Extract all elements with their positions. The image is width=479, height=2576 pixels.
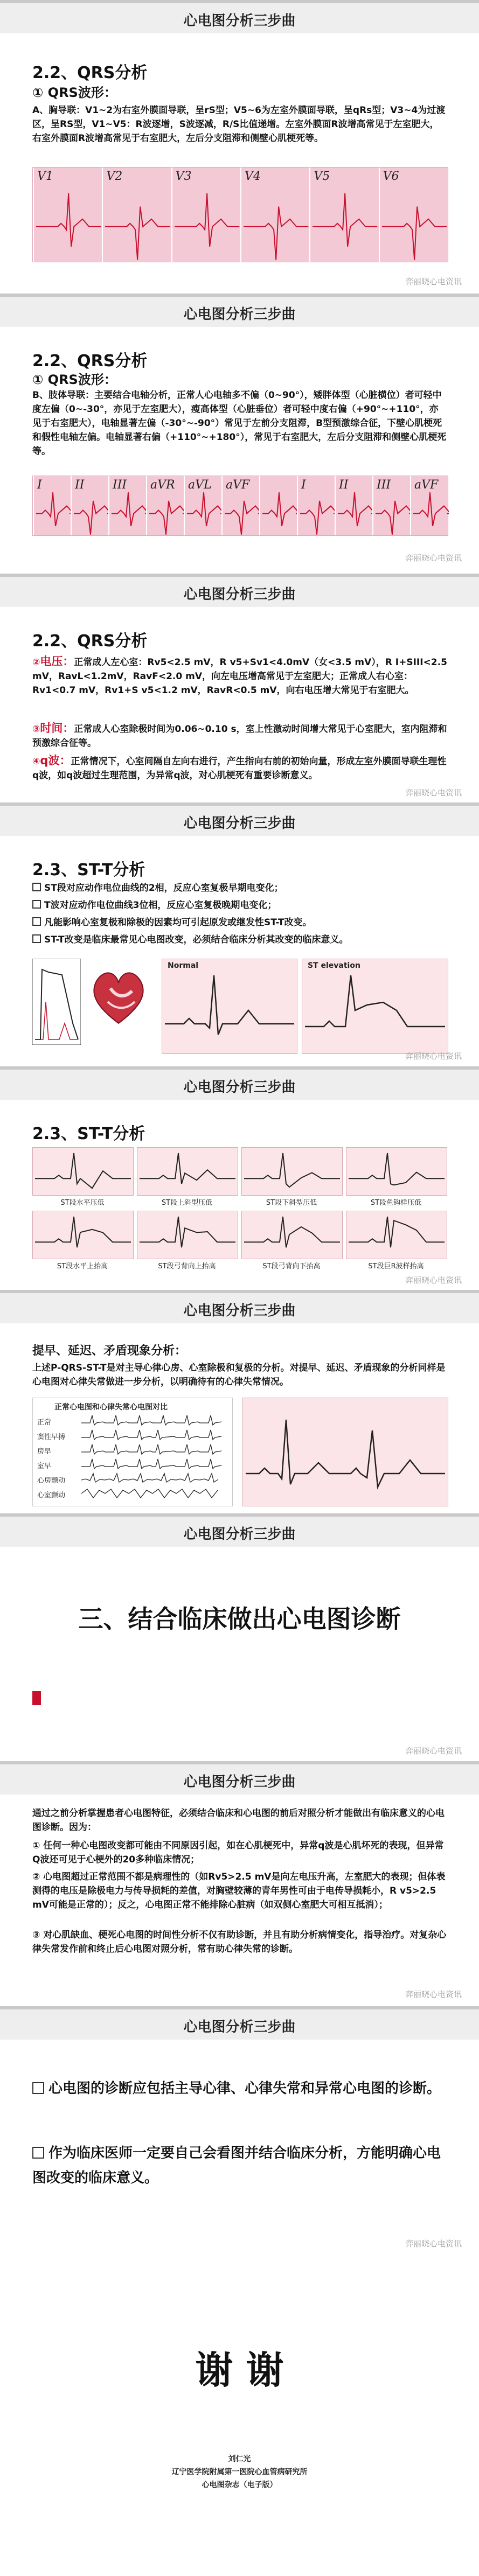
- st-pattern-caption: ST段鱼钩样压低: [370, 1199, 422, 1207]
- panel-title: ST elevation: [308, 961, 360, 970]
- lead-label: III: [113, 478, 127, 492]
- ecg-trace: [105, 207, 170, 260]
- limb-lead-text: B、肢体导联：主要结合电轴分析，正常人心电轴多不偏（0~90°），矮胖体型（心脏横位）者可轻中度左偏（0~-30°，亦见于左室肥大），瘦高体型（心脏垂位）者可轻中度右偏（+90°~+110°，亦见于右室肥大），电轴显著左偏（-30°~-90°）常见于左前分支阻滞，B型预激综合征，下壁心肌梗死和假性电轴左偏。电轴显著右偏（+110°~+180°），常见于右室肥大，左后分支阻滞和侧壁心肌梗死等。: [32, 390, 447, 457]
- section-heading: 三、结合临床做出心电图诊断: [78, 1604, 401, 1633]
- ecg-trace: [175, 193, 239, 247]
- duration-item: [32, 721, 447, 750]
- watermark: 弈丽晓心电资讯: [405, 2239, 462, 2249]
- ecg-trace: [413, 492, 449, 526]
- lead-cell: [372, 476, 411, 535]
- rhythm-trace: [81, 1472, 227, 1485]
- header-title: 心电图分析三步曲: [183, 1526, 296, 1542]
- rhythm-trace: [81, 1414, 227, 1427]
- lead-label: V3: [175, 170, 192, 183]
- arrhythmia-trace: [243, 1398, 448, 1506]
- action-potential-diagram: [32, 959, 81, 1045]
- slide-qrs-limb: [0, 294, 479, 574]
- section-title: 2.3、ST-T分析: [32, 861, 145, 879]
- item-head: q波：: [40, 754, 71, 767]
- clinical-item-3: ③ 对心肌缺血、梗死心电图的时间性分析不仅有助诊断，并且有助分析病情变化，指导治疗。对复杂心律失常发作前和终止后心电图对照分析，常有助心律失常的诊断。: [32, 1930, 447, 1954]
- header-bar: [0, 574, 479, 577]
- st-pattern-caption: ST段弓背向上抬高: [158, 1262, 216, 1270]
- item-number: ④: [32, 756, 40, 767]
- lead-trace: [310, 167, 379, 263]
- st-pattern-panel: [137, 1147, 238, 1196]
- st-pattern-caption: ST段水平压低: [60, 1199, 105, 1207]
- lead-trace: [223, 476, 260, 536]
- lead-trace: [241, 167, 310, 263]
- ecg-trace: [81, 1489, 218, 1498]
- rhythm-label: 心室颤动: [37, 1491, 66, 1499]
- lead-trace: [336, 476, 373, 536]
- checkbox-icon: [32, 900, 41, 909]
- accent-bar: [32, 1691, 41, 1705]
- header-band: [0, 0, 479, 33]
- ecg-trace: [376, 501, 411, 535]
- header-bar: [0, 294, 479, 297]
- rhythm-label: 室早: [37, 1462, 52, 1470]
- header-band: [0, 574, 479, 607]
- slide-qrs-chest: [0, 0, 479, 294]
- st-pattern-caption: ST段巨R波样抬高: [368, 1262, 424, 1270]
- lead-label: V4: [245, 170, 261, 183]
- header-band: [0, 1761, 479, 1795]
- stt-bullet-3: [32, 916, 458, 930]
- st-pattern-svg: [137, 1148, 238, 1195]
- stt-bullet-2: [32, 898, 458, 912]
- lead-trace: [185, 476, 223, 536]
- st-pattern-caption: ST段水平上抬高: [57, 1262, 108, 1270]
- ecg-trace: [140, 1217, 235, 1247]
- st-pattern-caption: ST段上斜型压低: [161, 1199, 213, 1207]
- normal-ecg-trace: [162, 959, 297, 1053]
- st-pattern-panel: [241, 1147, 343, 1196]
- slide-section-three: [0, 1513, 479, 1762]
- slide-clinical: [0, 1761, 479, 2007]
- lead-label: I: [37, 478, 42, 492]
- st-pattern-svg: [346, 1148, 447, 1195]
- lead-cell: [240, 167, 310, 262]
- lead-cell: [410, 476, 449, 535]
- st-elevation-trace: [302, 959, 448, 1053]
- header-title: 心电图分析三步曲: [183, 1079, 296, 1095]
- subsection-title: ① QRS波形：: [32, 85, 117, 100]
- lead-cell: [33, 476, 72, 535]
- st-pattern-svg: [33, 1211, 133, 1259]
- lead-cell: [71, 476, 109, 535]
- st-pattern-panel: [346, 1211, 447, 1259]
- lead-label: aVF: [226, 478, 250, 492]
- header-bar: [0, 1761, 479, 1764]
- section-title: 提早、延迟、矛盾现象分析：: [32, 1344, 187, 1358]
- ecg-trace: [244, 1153, 340, 1187]
- lead-cell: [335, 476, 373, 535]
- st-pattern-caption: ST段弓背向下抬高: [262, 1262, 321, 1270]
- lead-cell: [146, 476, 185, 535]
- normal-ecg-panel: [162, 959, 297, 1054]
- st-pattern-panel: [241, 1211, 343, 1259]
- st-pattern-svg: [346, 1211, 447, 1259]
- item-head: 时间：: [40, 722, 74, 735]
- stt-bullet-4: [32, 933, 458, 947]
- checkbox-icon: [32, 2147, 44, 2159]
- header-bar: [0, 802, 479, 806]
- rhythm-label: 窦性早搏: [37, 1433, 66, 1441]
- lead-trace: [147, 476, 185, 536]
- st-pattern-panel: [32, 1211, 134, 1259]
- ecg-trace: [300, 501, 336, 535]
- lead-trace: [411, 476, 449, 536]
- header-title: 心电图分析三步曲: [183, 815, 296, 832]
- arrhythmia-ecg-sample: [242, 1398, 448, 1506]
- conclusion-text: 作为临床医师一定要自己会看图并结合临床分析，方能明确心电图改变的临床意义。: [32, 2145, 441, 2186]
- clinical-item-1: ① 任何一种心电图改变都可能由不同原因引起，如在心肌梗死中，异常q波是心肌坏死的表现，但异常Q波还可见于心梗外的20多种临床情况；: [32, 1840, 444, 1865]
- watermark: 弈丽晓心电资讯: [405, 1989, 462, 1999]
- clinical-intro: 通过之前分析掌握患者心电图特征，必须结合临床和心电图的前后对照分析才能做出有临床意义的心电图诊断。因为：: [32, 1808, 445, 1833]
- chest-lead-text: A、胸导联：V1~2为右室外膜面导联，呈rS型；V5~6为左室外膜面导联，呈qRs型；V3~4为过渡区，呈RS型，V1~V5：R波逐增，S波逐减，R/S比值递增。左室外膜面R波增高常见于左室肥大，右室外膜面R波增高常见于右室肥大，左后分支阻滞和侧壁心肌梗死等。: [32, 105, 446, 144]
- item-head: 电压：: [40, 655, 74, 668]
- lead-trace: [298, 476, 336, 536]
- author-org: 辽宁医学院附属第一医院心血管病研究所: [171, 2468, 308, 2476]
- checkbox-icon: [32, 2082, 44, 2094]
- conclusion-text: 心电图的诊断应包括主导心律、心律失常和异常心电图的诊断。: [48, 2081, 441, 2097]
- bullet-text: ST-T改变是临床最常见心电图改变，必须结合临床分析其改变的临床意义。: [44, 934, 349, 945]
- ecg-trace: [349, 1217, 445, 1247]
- q-wave-item: [32, 753, 447, 783]
- st-pattern-svg: [137, 1211, 238, 1259]
- ecg-trace: [35, 1153, 131, 1188]
- lead-cell: [171, 167, 241, 262]
- slide-stt-patterns: [0, 1066, 479, 1290]
- slide-conclusion: [0, 2006, 479, 2254]
- ecg-trace: [244, 207, 308, 260]
- conclusion-item-1: [32, 2076, 453, 2101]
- st-pattern-panel: [346, 1147, 447, 1196]
- lead-trace: [34, 167, 103, 263]
- item-text: 正常情况下，心室间隔自左向右进行，产生指向右前的初始向量，形成左室外膜面导联生理性q波，如q波超过生理范围，为异常q波，对心肌梗死有重要诊断意义。: [32, 756, 447, 781]
- rhythm-trace: [81, 1458, 227, 1471]
- header-bar: [0, 1513, 479, 1517]
- header-band: [0, 1290, 479, 1323]
- lead-label: V1: [37, 170, 53, 183]
- section-title: 2.2、QRS分析: [32, 352, 148, 371]
- author-name: 刘仁光: [228, 2455, 251, 2463]
- rhythm-trace: [81, 1443, 227, 1456]
- subsection-title: ① QRS波形：: [32, 372, 117, 387]
- header-title: 心电图分析三步曲: [183, 1303, 296, 1319]
- watermark: 弈丽晓心电资讯: [405, 277, 462, 287]
- header-band: [0, 294, 479, 327]
- lead-trace: [103, 167, 172, 263]
- checkbox-icon: [32, 917, 41, 926]
- ecg-trace: [81, 1459, 221, 1469]
- header-bar: [0, 1290, 479, 1293]
- lead-cell: [33, 167, 103, 262]
- watermark: 弈丽晓心电资讯: [405, 1275, 462, 1285]
- lead-trace: [72, 476, 109, 536]
- st-pattern-svg: [242, 1148, 342, 1195]
- arrhythmia-text: 上述P-QRS-ST-T是对主导心律心房、心室除极和复极的分析。对提早、延迟、矛盾现象的分析同样是心电图对心律失常做进一步分析，以明确待有的心律失常情况。: [32, 1363, 446, 1387]
- watermark: 弈丽晓心电资讯: [405, 1746, 462, 1756]
- lead-label: II: [75, 478, 85, 492]
- st-pattern-panel: [32, 1147, 134, 1196]
- header-band: [0, 1513, 479, 1547]
- lead-cell: [184, 476, 223, 535]
- voltage-item: [32, 654, 447, 697]
- lead-label: aVR: [150, 478, 175, 492]
- journal-name: 心电图杂志（电子版）: [202, 2481, 277, 2489]
- item-text: 正常成人左心室：Rv5<2.5 mV，R v5+Sv1<4.0mV（女<3.5 mV），R I+SIII<2.5 mV，RavL<1.2mV，RavF<2.0 mV，向左电压增高常见于左室肥大；正常成人右心室：Rv1<0.7 mV，Rv1+S v5<1.2 mV，RavR<0.5 mV，向右电压增大常见于右室肥大。: [32, 657, 447, 696]
- header-band: [0, 802, 479, 836]
- watermark: 弈丽晓心电资讯: [405, 788, 462, 798]
- lead-label: V2: [106, 170, 123, 183]
- header-band: [0, 1066, 479, 1100]
- header-bar: [0, 2006, 479, 2009]
- lead-cell: [102, 167, 172, 262]
- ecg-trace: [36, 492, 72, 526]
- header-title: 心电图分析三步曲: [183, 587, 296, 603]
- ecg-trace: [338, 492, 373, 526]
- arrhythmia-comparison-panel: [32, 1398, 233, 1506]
- lead-label: V5: [314, 170, 330, 183]
- slide-qrs-voltage: [0, 574, 479, 803]
- st-pattern-panel: [137, 1211, 238, 1259]
- item-number: ②: [32, 657, 40, 668]
- lead-cell: [221, 476, 260, 535]
- lead-label: II: [339, 478, 349, 492]
- st-pattern-svg: [242, 1211, 342, 1259]
- lead-trace: [373, 476, 411, 536]
- lead-label: V6: [383, 170, 399, 183]
- bullet-text: 凡能影响心室复极和除极的因素均可引起原发或继发性ST-T改变。: [44, 917, 312, 928]
- watermark: 弈丽晓心电资讯: [405, 1051, 462, 1061]
- lead-cell: [309, 167, 379, 262]
- lead-trace: [172, 167, 241, 263]
- ecg-trace: [382, 207, 447, 260]
- checkbox-icon: [32, 883, 41, 891]
- header-bar: [0, 1066, 479, 1070]
- checkbox-icon: [32, 934, 41, 943]
- ecg-trace: [244, 1217, 340, 1247]
- ecg-trace: [149, 501, 185, 535]
- ecg-trace: [81, 1444, 221, 1454]
- section-title: 2.2、QRS分析: [32, 632, 148, 651]
- ecg-trace: [140, 1153, 235, 1184]
- header-bar: [0, 0, 479, 3]
- bullet-text: ST段对应动作电位曲线的2相，反应心室复极早期电变化；: [44, 883, 283, 893]
- stt-bullet-1: [32, 881, 458, 895]
- conclusion-item-2: [32, 2141, 453, 2190]
- bullet-text: T波对应动作电位曲线3位相，反应心室复极晚期电变化；: [44, 900, 277, 911]
- lead-cell: [297, 476, 336, 535]
- clinical-item-2: ② 心电图超过正常范围不都是病理性的（如Rv5>2.5 mV是向左电压升高，左室肥大的表现；但体表测得的电压是除极电力与传导损耗的差值，对胸壁较薄的青年男性可由于电传导损耗小，R v5>2.5 mV可能是正常的）；反之，心电图正常不能排除心脏病（如双侧心室肥大可相互抵消）；: [32, 1872, 446, 1910]
- header-band: [0, 2006, 479, 2040]
- panel-title: 正常心电图和心律失常心电图对比: [54, 1403, 168, 1412]
- section-title: 2.2、QRS分析: [32, 64, 148, 82]
- ecg-trace: [313, 193, 377, 247]
- slide-stt-intro: [0, 802, 479, 1067]
- ecg-trace: [225, 501, 260, 535]
- heart-illustration: [86, 964, 151, 1029]
- item-text: 正常成人心室除极时间为0.06~0.10 s，室上性激动时间增大常见于心室肥大，室内阻滞和预激综合征等。: [32, 724, 447, 749]
- watermark: 弈丽晓心电资讯: [405, 553, 462, 563]
- ecg-trace: [35, 1217, 131, 1247]
- lead-label: aVL: [188, 478, 212, 492]
- ecg-trace: [262, 492, 298, 526]
- ecg-trace: [349, 1153, 445, 1185]
- lead-label: III: [377, 478, 391, 492]
- lead-label: aVF: [414, 478, 439, 492]
- rhythm-label: 心房颤动: [37, 1477, 66, 1485]
- ecg-trace: [74, 501, 109, 535]
- rhythm-label: 正常: [37, 1419, 52, 1427]
- ecg-trace: [187, 492, 223, 526]
- chest-lead-ecg-strip: [32, 167, 448, 262]
- lead-cell: [259, 476, 298, 535]
- rhythm-trace: [81, 1429, 227, 1442]
- ecg-trace: [36, 193, 101, 247]
- lead-cell: [108, 476, 147, 535]
- ecg-trace: [81, 1415, 221, 1425]
- rhythm-trace: [81, 1487, 227, 1500]
- slide-arrhythmia: [0, 1290, 479, 1514]
- st-pattern-svg: [33, 1148, 133, 1195]
- lead-trace: [109, 476, 147, 536]
- header-title: 心电图分析三步曲: [183, 13, 296, 29]
- limb-lead-ecg-strip: [32, 476, 448, 536]
- panel-title: Normal: [168, 961, 199, 970]
- slide-thanks: [0, 2254, 479, 2576]
- rhythm-label: 房早: [37, 1448, 52, 1456]
- lead-trace: [380, 167, 449, 263]
- lead-trace: [34, 476, 72, 536]
- st-pattern-caption: ST段下斜型压低: [266, 1199, 317, 1207]
- st-pattern-grid: [32, 1147, 447, 1271]
- header-title: 心电图分析三步曲: [183, 306, 296, 323]
- ecg-trace: [81, 1430, 221, 1440]
- lead-cell: [379, 167, 449, 262]
- header-title: 心电图分析三步曲: [183, 1774, 296, 1790]
- item-number: ③: [32, 724, 40, 735]
- ecg-trace: [81, 1474, 218, 1482]
- header-title: 心电图分析三步曲: [183, 2019, 296, 2035]
- section-title: 2.3、ST-T分析: [32, 1125, 145, 1143]
- lead-trace: [260, 476, 298, 536]
- lead-label: I: [301, 478, 306, 492]
- thanks-heading: 谢 谢: [195, 2348, 284, 2392]
- st-elevation-panel: [302, 959, 448, 1054]
- ecg-trace: [112, 492, 147, 526]
